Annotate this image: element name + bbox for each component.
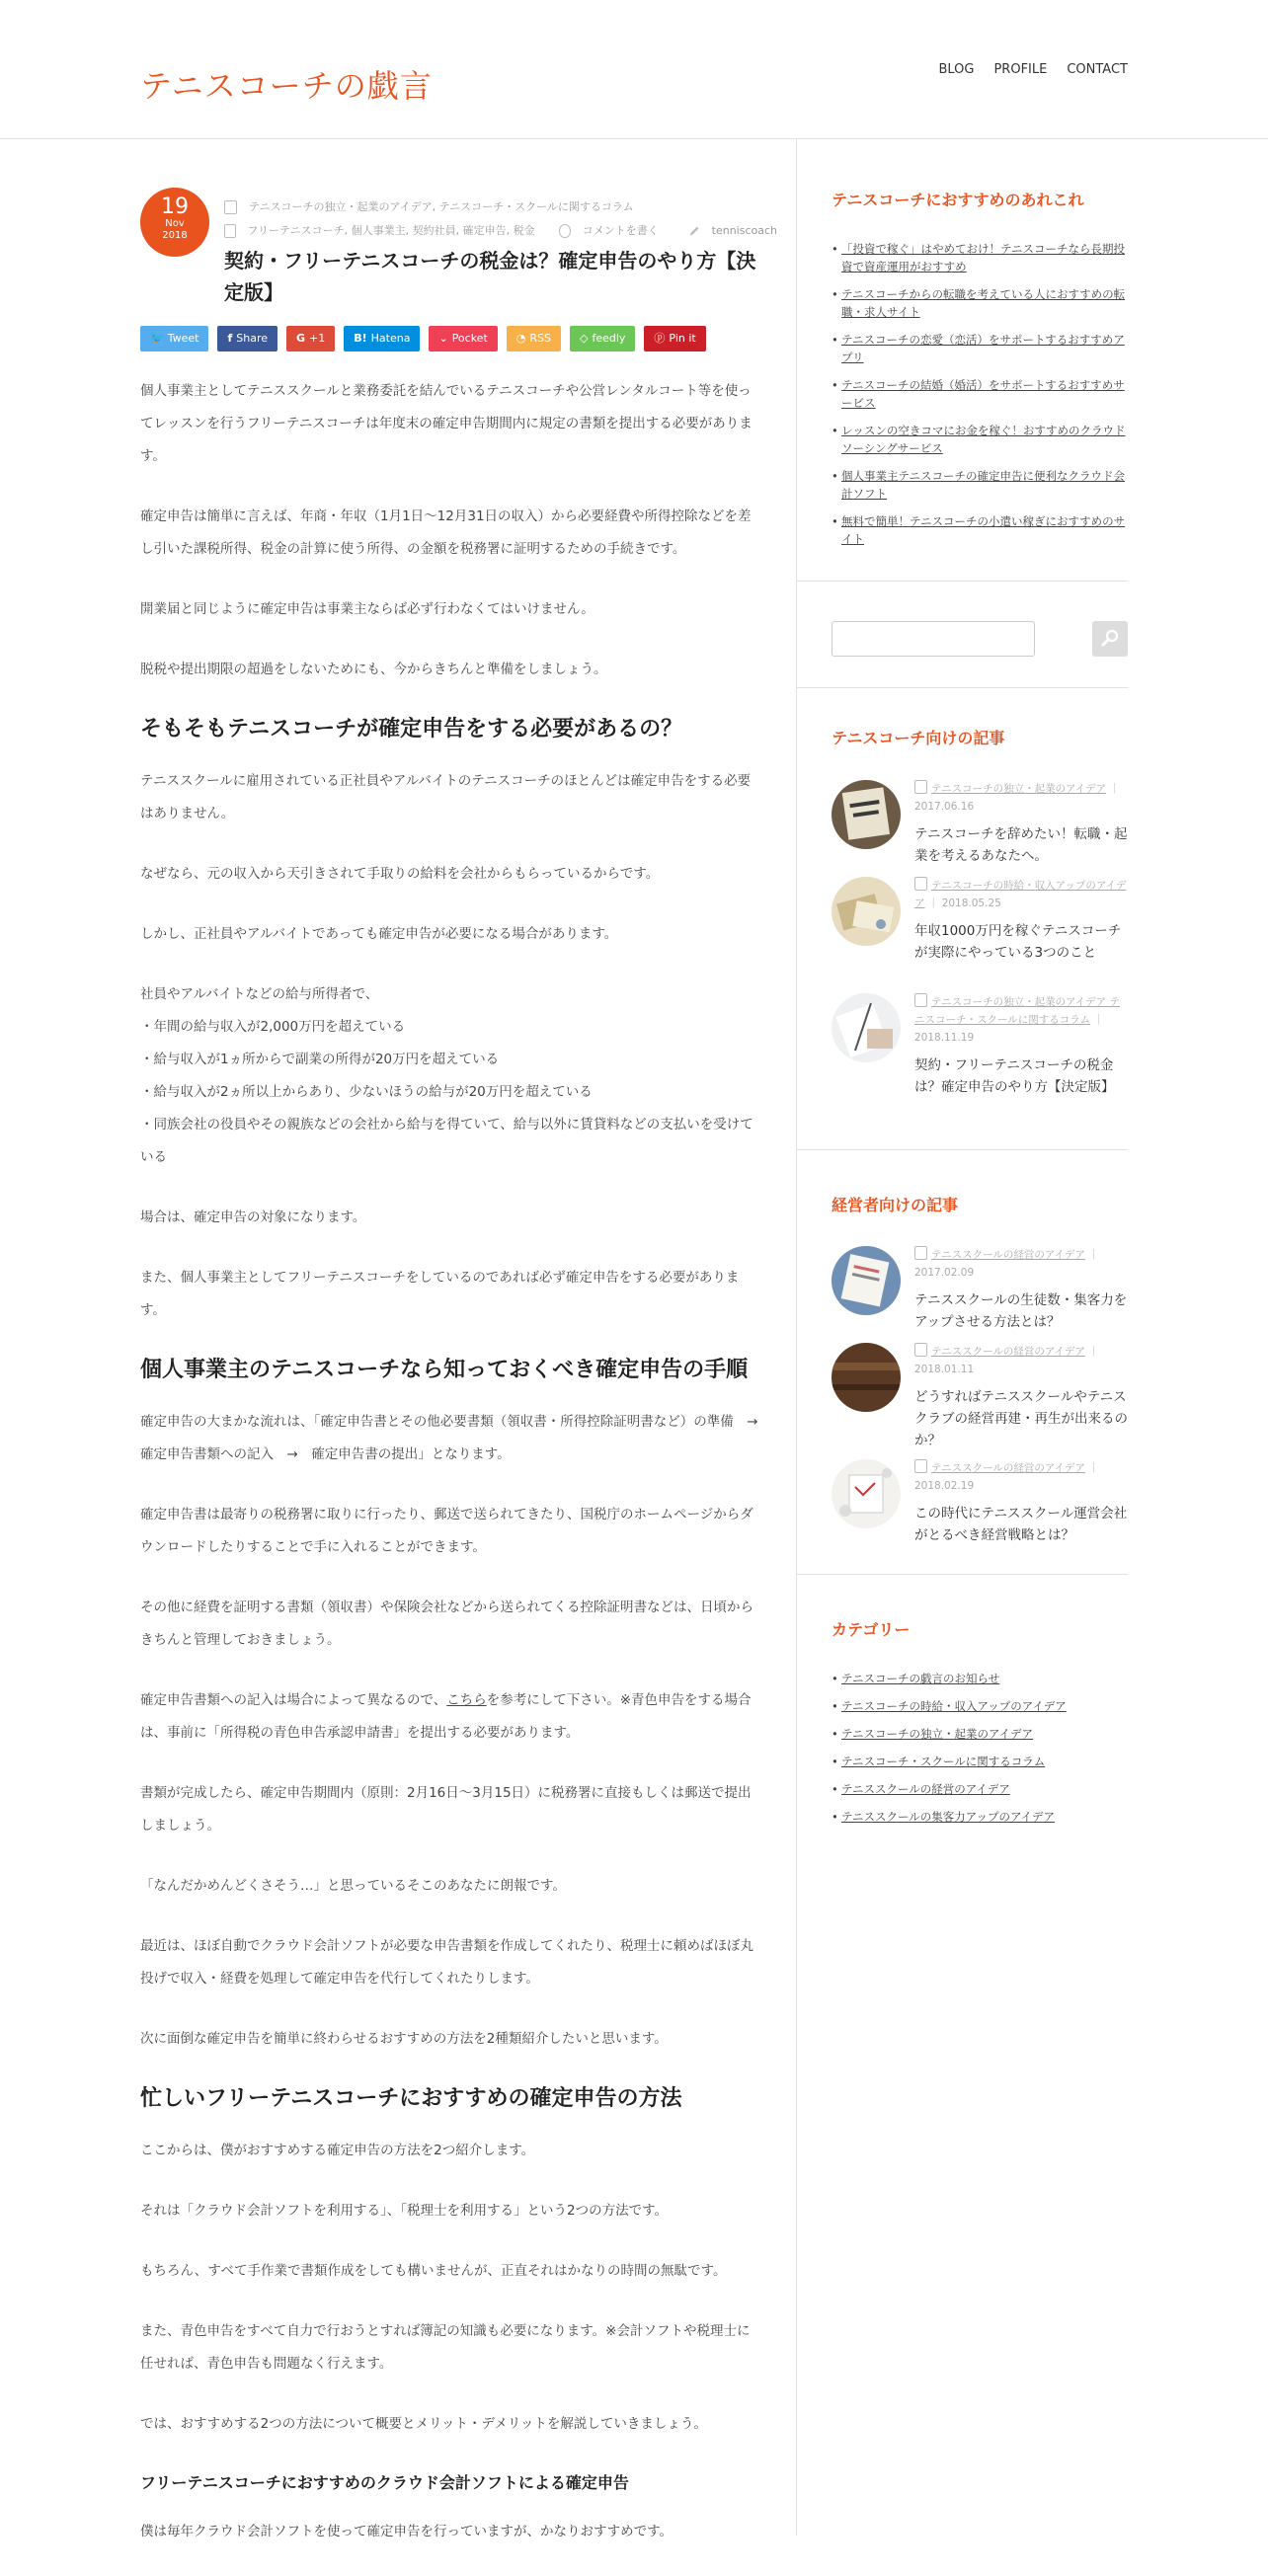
post-author[interactable]: tenniscoach xyxy=(711,224,777,237)
subsection-heading: フリーテニスコーチにおすすめのクラウド会計ソフトによる確定申告 xyxy=(140,2473,629,2492)
date-month: Nov xyxy=(165,218,185,229)
post-body xyxy=(140,375,772,2576)
paragraph: しかし、正社員やアルバイトであっても確定申告が必要になる場合があります。 xyxy=(140,926,618,942)
pencil-icon xyxy=(689,225,699,237)
sidebar-separator xyxy=(796,1149,1128,1150)
category-link[interactable]: • テニススクールの集客力アップのアイデア xyxy=(832,1808,1128,1826)
site-title[interactable]: テニスコーチの戯言 xyxy=(140,67,433,105)
site-header xyxy=(0,0,1268,139)
post-date: 2018.01.11 xyxy=(914,1364,975,1375)
facebook-icon: f xyxy=(227,332,233,345)
share-pocket-button[interactable] xyxy=(429,326,497,351)
rss-icon: ◔ xyxy=(515,332,526,345)
manager-post-card[interactable] xyxy=(832,1459,1128,1558)
share-feedly-button[interactable] xyxy=(570,326,635,351)
post-title[interactable]: テニスコーチを辞めたい！転職・起業を考えるあなたへ。 xyxy=(914,826,1128,864)
paragraph: テニススクールに雇用されている正社員やアルバイトのテニスコーチのほとんどは確定申告をする必要はありません。 xyxy=(140,773,752,821)
share-rss-button[interactable] xyxy=(507,326,561,351)
category-list xyxy=(832,1670,1128,1826)
sidebar-recommend xyxy=(832,188,1128,558)
category-link[interactable]: • テニスコーチ・スクールに関するコラム xyxy=(832,1753,1128,1770)
paragraph: 最近は、ほぼ自動でクラウド会計ソフトが必要な申告書類を作成してくれたり、税理士に頼めばほぼ丸投げで収入・経費を処理して確定申告を代行してくれたりします。 xyxy=(140,1938,753,1987)
recommend-link[interactable]: • 無料で簡単！テニスコーチの小遣い稼ぎにおすすめのサイト xyxy=(832,512,1128,548)
paragraph: 僕は毎年クラウド会計ソフトを使って確定申告を行っていますが、かなりおすすめです。 xyxy=(140,2524,674,2539)
share-label: Pocket xyxy=(451,332,488,345)
post-thumbnail[interactable] xyxy=(832,1459,901,1528)
post-category[interactable]: テニススクールの経営のアイデア xyxy=(931,1346,1085,1358)
post-title: 契約・フリーテニスコーチの税金は？確定申告のやり方【決定版】 xyxy=(224,249,756,304)
nav-profile[interactable]: PROFILE xyxy=(993,62,1048,77)
share-label: Tweet xyxy=(167,332,199,345)
category-link[interactable]: • テニスコーチの時給・収入アップのアイデア xyxy=(832,1697,1128,1715)
paragraph: その他に経費を証明する書類（領収書）や保険会社などから送られてくる控除証明書などは、日頃からきちんと管理しておきましょう。 xyxy=(140,1600,753,1648)
google-plus-icon: G xyxy=(296,332,306,345)
paragraph: 開業届と同じように確定申告は事業主ならば必ず行わなくてはいけません。 xyxy=(140,601,594,617)
paragraph: また、青色申告をすべて自力で行おうとすれば簿記の知識も必要になります。※会計ソフトや税理士に任せれば、青色申告も問題なく行えます。 xyxy=(140,2323,751,2372)
paragraph-text: を参考にして下さい。※青色申告をする場合は、事前に「所得税の青色申告承認申請書」を提出する必要があります。 xyxy=(140,1692,752,1741)
share-label: Share xyxy=(236,332,268,345)
category-link[interactable]: • テニスコーチの独立・起業のアイデア xyxy=(832,1725,1128,1743)
paragraph: 個人事業主としてテニススクールと業務委託を結んでいるテニスコーチや公営レンタルコート等を使ってレッスンを行うフリーテニスコーチは年度末の確定申告期間内に規定の書類を提出する必要があります。 xyxy=(140,383,753,464)
paragraph: 確定申告は簡単に言えば、年商・年収（1月1日～12月31日の収入）から必要経費や所得控除などを差し引いた課税所得、税金の計算に使う所得、の金額を税務署に証明するための手続きです。 xyxy=(140,508,752,557)
coach-widget-title xyxy=(832,726,1128,778)
sidebar-separator xyxy=(796,1574,1128,1575)
post-title[interactable]: この時代にテニススクール運営会社がとるべき経営戦略とは？ xyxy=(914,1506,1128,1543)
comment-link[interactable]: コメントを書く xyxy=(582,224,659,237)
sidebar-categories xyxy=(832,1617,1128,1835)
list-item: ・同族会社の役員やその親族などの会社から給与を得ていて、給与以外に賃貸料などの支払いを受けている xyxy=(140,1117,753,1165)
feedly-icon: ◇ xyxy=(579,332,589,345)
post-title[interactable]: 契約・フリーテニスコーチの税金は？確定申告のやり方【決定版】 xyxy=(914,1057,1115,1095)
post-meta: テニススクールの経営のアイデア ｜ 2018.01.11 xyxy=(914,1343,1128,1378)
recommend-list xyxy=(832,240,1128,548)
manager-post-card[interactable] xyxy=(832,1343,1128,1451)
recommend-link[interactable]: • テニスコーチの恋愛（恋活）をサポートするおすすめアプリ xyxy=(832,331,1128,366)
widget-title: テニスコーチにおすすめのあれこれ xyxy=(832,191,1084,209)
post-thumbnail[interactable] xyxy=(832,993,901,1062)
sidebar-separator xyxy=(796,581,1128,582)
post-date: 2018.02.19 xyxy=(914,1480,975,1492)
category-link[interactable]: • テニスコーチの戯言のお知らせ xyxy=(832,1670,1128,1687)
date-day: 19 xyxy=(161,195,189,219)
post-meta xyxy=(224,195,777,243)
nav-blog[interactable]: BLOG xyxy=(938,62,975,77)
share-twitter-button[interactable] xyxy=(140,326,208,351)
paragraph: 脱税や提出期限の超過をしないためにも、今からきちんと準備をしましょう。 xyxy=(140,662,607,677)
pocket-icon: ⌄ xyxy=(438,332,448,345)
coach-post-card[interactable] xyxy=(832,877,1128,976)
section-heading: そもそもテニスコーチが確定申告をする必要があるの？ xyxy=(140,717,683,742)
twitter-icon: 🐦 xyxy=(150,332,164,345)
column-divider xyxy=(796,139,797,2536)
list-intro: 社員やアルバイトなどの給与所得者で、 xyxy=(140,986,379,1002)
section-heading: 忙しいフリーテニスコーチにおすすめの確定申告の方法 xyxy=(140,2086,682,2111)
widget-title: カテゴリー xyxy=(832,1620,911,1639)
paragraph: それは「クラウド会計ソフトを利用する」、「税理士を利用する」という2つの方法です。 xyxy=(140,2203,669,2219)
coach-post-card[interactable] xyxy=(832,780,1128,879)
manager-post-card[interactable] xyxy=(832,1246,1128,1345)
post-title[interactable]: どうすればテニススクールやテニスクラブの経営再建・再生が出来るのか？ xyxy=(914,1389,1128,1448)
post-thumbnail[interactable] xyxy=(832,877,901,946)
post-meta: テニスコーチの独立・起業のアイデア ｜ 2017.06.16 xyxy=(914,780,1128,816)
post-date: 2018.11.19 xyxy=(914,1032,975,1044)
paragraph: 「なんだかめんどくさそう…」と思っているそこのあなたに朗報です。 xyxy=(140,1878,566,1894)
post-date: 2017.06.16 xyxy=(914,801,975,813)
share-label: Hatena xyxy=(370,332,411,345)
recommend-link[interactable]: • レッスンの空きコマにお金を稼ぐ！おすすめのクラウドソーシングサービス xyxy=(832,422,1128,457)
post-title[interactable]: 年収1000万円を稼ぐテニスコーチが実際にやっている3つのこと xyxy=(914,923,1122,961)
paragraph: 場合は、確定申告の対象になります。 xyxy=(140,1210,366,1225)
paragraph: もちろん、すべて手作業で書類作成をしても構いませんが、正直それはかなりの時間の無駄です。 xyxy=(140,2263,727,2279)
paragraph: では、おすすめする2つの方法について概要とメリット・デメリットを解説していきましょう。 xyxy=(140,2416,707,2432)
share-label: Pin it xyxy=(669,332,696,345)
paragraph: 書類が完成したら、確定申告期間内（原則：2月16日～3月15日）に税務署に直接もしくは郵送で提出しましょう。 xyxy=(140,1785,752,1834)
paragraph: 確定申告の大まかな流れは、「確定申告書とその他必要書類（領収書・所得控除証明書など）の準備 → 確定申告書類への記入 → 確定申告書の提出」となります。 xyxy=(140,1414,772,1462)
post-date: 2017.02.09 xyxy=(914,1267,975,1279)
share-hatena-button[interactable] xyxy=(344,326,420,351)
date-badge xyxy=(140,188,209,257)
share-label: +1 xyxy=(309,332,326,345)
search-input[interactable] xyxy=(832,621,1035,657)
post-title[interactable]: テニススクールの生徒数・集客力をアップさせる方法とは？ xyxy=(914,1292,1128,1330)
share-facebook-button[interactable] xyxy=(217,326,277,351)
post-category[interactable]: テニススクールの経営のアイデア xyxy=(931,1249,1085,1261)
post-meta: テニスコーチの独立・起業のアイデア テニスコーチ・スクールに関するコラム ｜ 2018.11.19 xyxy=(914,993,1128,1047)
recommend-link[interactable]: • 個人事業主テニスコーチの確定申告に便利なクラウド会計ソフト xyxy=(832,467,1128,503)
folder-icon xyxy=(914,780,927,794)
hatena-icon: B! xyxy=(354,332,367,345)
paragraph-text: 確定申告書類への記入は場合によって異なるので、 xyxy=(140,1692,447,1708)
share-google-plus-button[interactable] xyxy=(286,326,335,351)
widget-title: テニスコーチ向けの記事 xyxy=(832,729,1005,747)
post-category[interactable]: テニスコーチの時給・収入アップのアイデア xyxy=(914,880,1127,909)
post-tags[interactable]: フリーテニスコーチ, 個人事業主, 契約社員, 確定申告, 税金 xyxy=(247,224,535,237)
paragraph xyxy=(140,1684,762,1750)
category-link[interactable]: • テニススクールの経営のアイデア xyxy=(832,1780,1128,1798)
main-nav xyxy=(938,62,1128,77)
coach-post-card[interactable] xyxy=(832,993,1128,1122)
post-thumbnail[interactable] xyxy=(832,780,901,849)
share-label: RSS xyxy=(529,332,551,345)
post-category[interactable]: テニスコーチの独立・起業のアイデア xyxy=(931,783,1107,795)
sidebar-separator xyxy=(796,687,1128,688)
paragraph: また、個人事業主としてフリーテニスコーチをしているのであれば必ず確定申告をする必要があります。 xyxy=(140,1270,740,1318)
paragraph: ここからは、僕がおすすめする確定申告の方法を2つ紹介します。 xyxy=(140,2143,535,2158)
share-pinterest-button[interactable] xyxy=(644,326,705,351)
share-label: feedly xyxy=(592,332,626,345)
recommend-link[interactable]: • テニスコーチの結婚（婚活）をサポートするおすすめサービス xyxy=(832,376,1128,412)
post-category[interactable]: テニススクールの経営のアイデア xyxy=(931,1462,1085,1474)
folder-icon xyxy=(914,1343,927,1357)
search-icon xyxy=(1092,621,1128,657)
folder-icon xyxy=(914,1246,927,1260)
date-year: 2018 xyxy=(162,230,188,241)
folder-icon xyxy=(914,993,927,1007)
list-item: ・給与収入が1ヵ所からで副業の所得が20万円を超えている xyxy=(140,1052,500,1067)
comment-icon xyxy=(559,224,571,238)
post-thumbnail[interactable] xyxy=(832,1343,901,1412)
recommend-link[interactable]: • 「投資で稼ぐ」はやめておけ！テニスコーチなら長期投資で資産運用がおすすめ xyxy=(832,240,1128,275)
widget-title: 経営者向けの記事 xyxy=(832,1196,959,1214)
folder-icon xyxy=(914,1459,927,1473)
post-thumbnail[interactable] xyxy=(832,1246,901,1315)
list-item: ・給与収入が2ヵ所以上からあり、少ないほうの給与が20万円を超えている xyxy=(140,1084,593,1100)
list-item: ・年間の給与収入が2,000万円を超えている xyxy=(140,1019,406,1035)
section-heading: 個人事業主のテニスコーチなら知っておくべき確定申告の手順 xyxy=(140,1358,749,1382)
pinterest-icon: ⓟ xyxy=(654,332,666,345)
reference-link[interactable]: こちら xyxy=(446,1692,487,1708)
paragraph: 確定申告書は最寄りの税務署に取りに行ったり、郵送で送られてきたり、国税庁のホームページからダウンロードしたりすることで手に入れることができます。 xyxy=(140,1507,753,1555)
recommend-link[interactable]: • テニスコーチからの転職を考えている人におすすめの転職・求人サイト xyxy=(832,285,1128,321)
nav-contact[interactable]: CONTACT xyxy=(1067,62,1128,77)
tag-icon xyxy=(224,224,236,238)
paragraph: なぜなら、元の収入から天引きされて手取りの給料を会社からもらっているからです。 xyxy=(140,866,660,882)
folder-icon xyxy=(914,877,927,891)
post-meta: テニススクールの経営のアイデア ｜ 2018.02.19 xyxy=(914,1459,1128,1495)
folder-icon xyxy=(224,200,237,214)
paragraph: 次に面倒な確定申告を簡単に終わらせるおすすめの方法を2種類紹介したいと思います。 xyxy=(140,2031,668,2047)
post-category[interactable]: テニスコーチの独立・起業のアイデア テニスコーチ・スクールに関するコラム xyxy=(914,996,1120,1026)
manager-widget-title xyxy=(832,1193,1128,1245)
post-categories[interactable]: テニスコーチの独立・起業のアイデア, テニスコーチ・スクールに関するコラム xyxy=(249,200,634,213)
search-button[interactable] xyxy=(1092,621,1128,657)
post-date: 2018.05.25 xyxy=(941,898,1001,909)
post-meta: テニススクールの経営のアイデア ｜ 2017.02.09 xyxy=(914,1246,1128,1282)
post-meta: テニスコーチの時給・収入アップのアイデア ｜ 2018.05.25 xyxy=(914,877,1128,912)
share-buttons xyxy=(140,326,706,351)
